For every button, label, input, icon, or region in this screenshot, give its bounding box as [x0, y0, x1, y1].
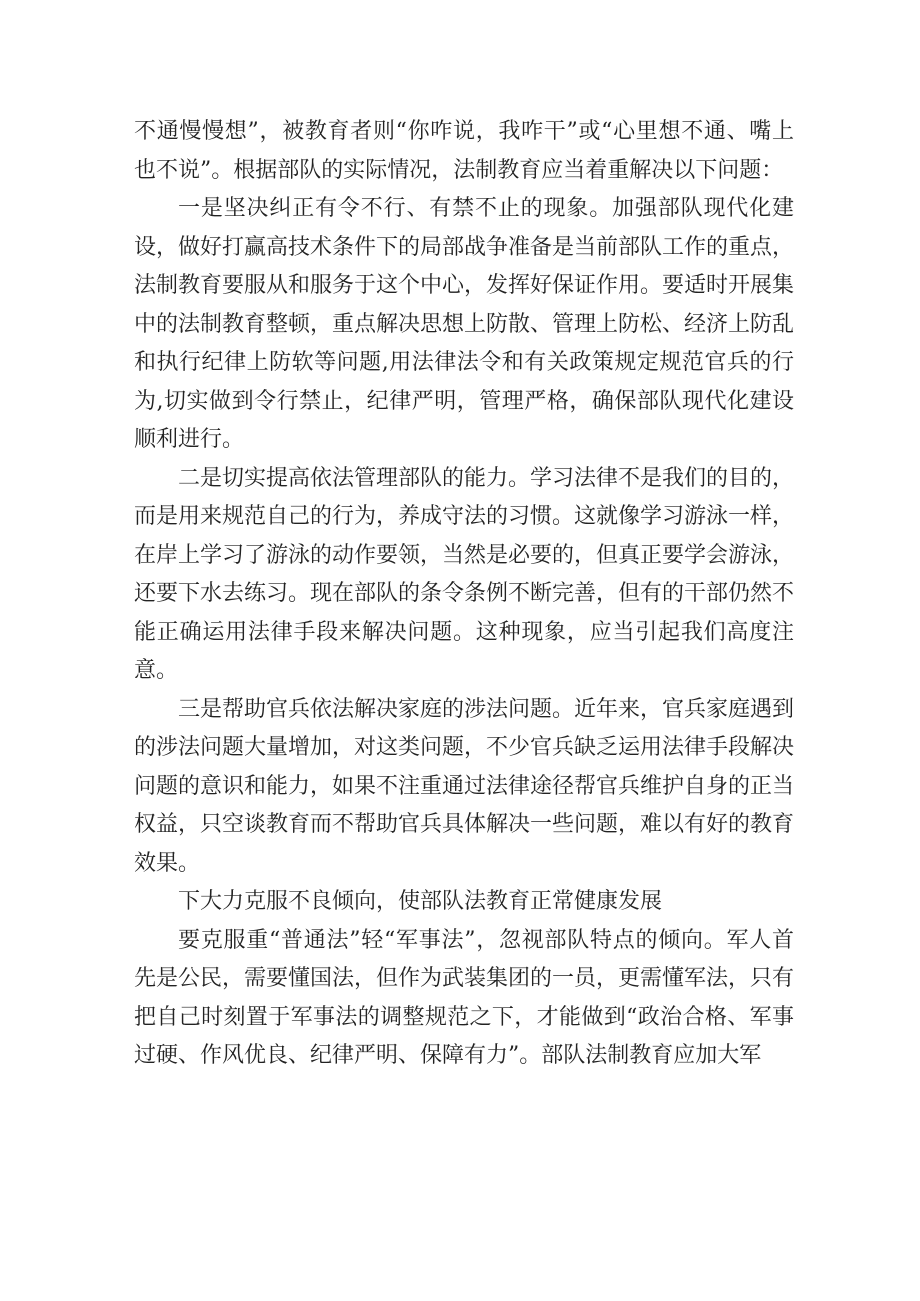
paragraph-military-law: 要克服重“普通法”轻“军事法”，忽视部队特点的倾向。军人首先是公民，需要懂国法，但作为武装集团的一员，更需懂军法，只有把自己时刻置于军事法的调整规范之下，才能做到“政治合格、军事过硬、作风优良、纪律严明、保障有力”。部队法制教育应加大军 [134, 927, 795, 1068]
paragraph-continuation: 不通慢慢想”，被教育者则“你咋说，我咋干”或“心里想不通、嘴上也不说”。根据部队的实际情况，法制教育应当着重解决以下问题： [134, 119, 794, 183]
paragraph-point-two: 二是切实提高依法管理部队的能力。学习法律不是我们的目的，而是用来规范自己的行为，养成守法的习惯。这就像学习游泳一样，在岸上学习了游泳的动作要领，当然是必要的，但真正要学会游泳，还要下水去练习。现在部队的条令条例不断完善，但有的干部仍然不能正确运用法律手段来解决问题。这种现象，应当引起我们高度注意。 [134, 465, 795, 683]
section-heading: 下大力克服不良倾向，使部队法教育正常健康发展 [178, 889, 663, 914]
paragraph-point-one: 一是坚决纠正有令不行、有禁不止的现象。加强部队现代化建设，做好打赢高技术条件下的局部战争准备是当前部队工作的重点，法制教育要服从和服务于这个中心，发挥好保证作用。要适时开展集中的法制教育整顿，重点解决思想上防散、管理上防松、经济上防乱和执行纪律上防软等问题,用法律法令和有关政策规定规范官兵的行为,切实做到令行禁止，纪律严明，管理严格，确保部队现代化建设顺利进行。 [134, 196, 795, 452]
document-body [134, 113, 794, 1076]
paragraph-point-three: 三是帮助官兵依法解决家庭的涉法问题。近年来，官兵家庭遇到的涉法问题大量增加，对这类问题，不少官兵缺乏运用法律手段解决问题的意识和能力，如果不注重通过法律途径帮官兵维护自身的正当权益，只空谈教育而不帮助官兵具体解决一些问题，难以有好的教育效果。 [134, 696, 795, 876]
